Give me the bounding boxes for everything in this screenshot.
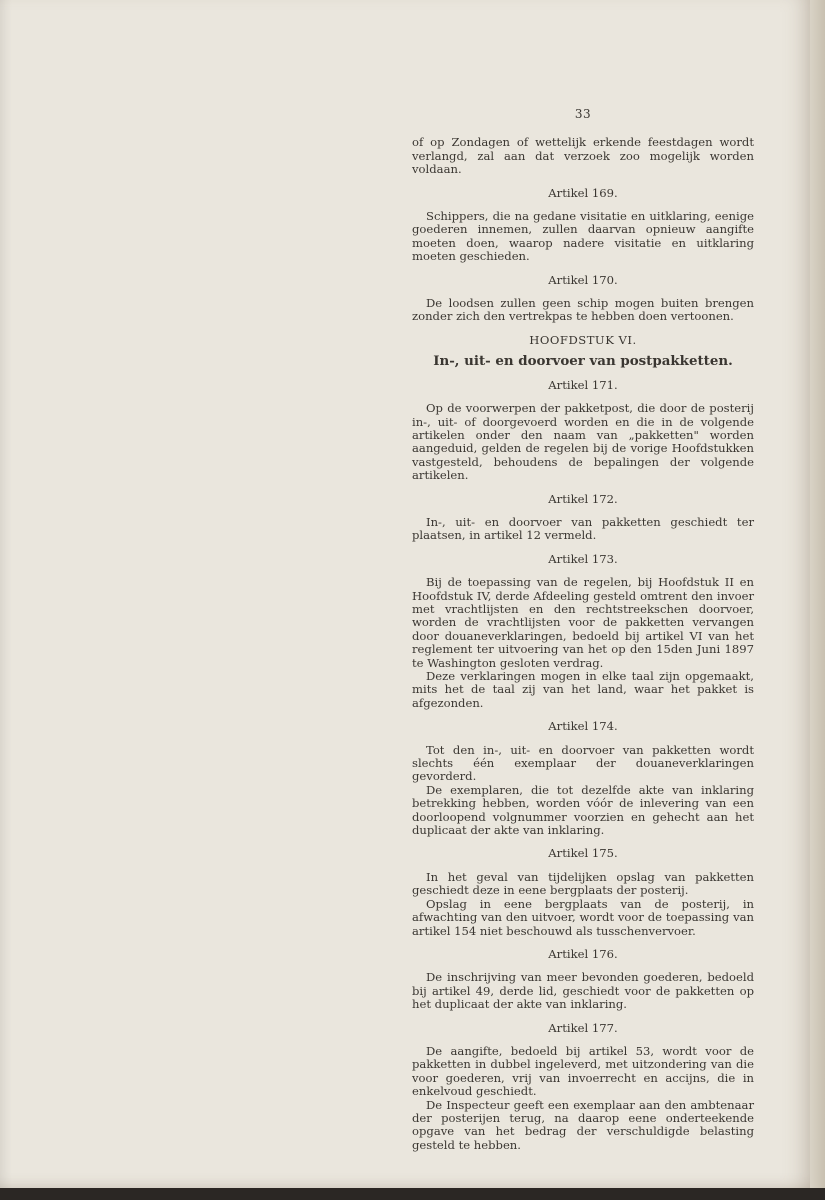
article-paragraph: De aangifte, bedoeld bij artikel 53, wordt voor de pakketten in dubbel ingeleverd, met uitzondering van die voor goederen, vrij van invoerrecht en accijns, die in enkelvoud geschiedt.: [412, 1043, 754, 1099]
article-paragraph: Schippers, die na gedane visitatie en uitklaring, eenige goederen innemen, zullen daarvan opnieuw aangifte moeten doen, waarop nadere visitatie en uitklaring moeten geschieden.: [412, 209, 754, 264]
article-heading: Artikel 172.: [548, 491, 618, 506]
article-paragraph: In het geval van tijdelijken opslag van pakketten geschiedt deze in eene bergplaats der posterij.: [412, 869, 754, 898]
article-paragraph: De inschrijving van meer bevonden goederen, bedoeld bij artikel 49, derde lid, geschiedt voor de pakketten op het duplicaat der akte van inklaring.: [412, 970, 754, 1012]
article-list: [412, 187, 754, 324]
article-paragraph: De Inspecteur geeft een exemplaar aan den ambtenaar der posterijen terug, na daarop eene onderteekende opgave van het bedrag der verschuldigde belasting gesteld te hebben.: [412, 1097, 754, 1152]
article-paragraph: Tot den in-, uit- en doorvoer van pakketten wordt slechts één exemplaar der douaneverklaringen gevorderd.: [412, 742, 754, 784]
article: [412, 493, 754, 543]
article: [412, 720, 754, 837]
article-heading: Artikel 170.: [548, 272, 618, 287]
page-number: 33: [574, 107, 592, 121]
text-column: [412, 108, 754, 1152]
article-heading: Artikel 173.: [548, 551, 618, 566]
article-heading: Artikel 169.: [548, 185, 618, 200]
article-heading: Artikel 177.: [548, 1020, 618, 1035]
article: [412, 553, 754, 710]
article-paragraph: In-, uit- en doorvoer van pakketten geschiedt ter plaatsen, in artikel 12 vermeld.: [412, 514, 754, 543]
article: [412, 274, 754, 324]
page-binding-shadow: [0, 0, 12, 1188]
chapter-title: In-, uit- en doorvoer van postpakketten.: [433, 353, 733, 370]
article-paragraph: De loodsen zullen geen schip mogen buiten brengen zonder zich den vertrekpas te hebben doen vertoonen.: [412, 296, 754, 324]
article: [412, 379, 754, 483]
article-paragraph: Opslag in eene bergplaats van de posterij, in afwachting van den uitvoer, wordt voor de toepassing van artikel 154 niet beschouwd als tusschenvervoer.: [412, 896, 754, 938]
article-paragraph: Bij de toepassing van de regelen, bij Hoofdstuk II en Hoofdstuk IV, derde Afdeeling gesteld omtrent den invoer met vrachtlijsten en den rechtstreekschen doorvoer, worden de vrachtlijsten voor de pakketten vervangen door douaneverklaringen, bedoeld bij artikel VI van het reglement ter uitvoering van het op den 15den Juni 1897 te Washington gesloten verdrag.: [412, 575, 754, 670]
article: [412, 847, 754, 937]
article-heading: Artikel 171.: [548, 377, 618, 392]
intro-paragraph: of op Zondagen of wettelijk erkende feestdagen wordt verlangd, zal aan dat verzoek zoo mogelijk worden voldaan.: [412, 135, 754, 177]
article-heading: Artikel 175.: [548, 846, 618, 861]
article: [412, 1022, 754, 1153]
article: [412, 187, 754, 264]
page-edge: [810, 0, 825, 1188]
article-heading: Artikel 176.: [548, 946, 618, 961]
article-paragraph: Op de voorwerpen der pakketpost, die door de posterij in-, uit- of doorgevoerd worden en die in de volgende artikelen onder den naam van „pakketten" worden aangeduid, gelden de regelen bij de vorige Hoofdstukken vastgesteld, behoudens de bepalingen der volgende artikelen.: [412, 401, 754, 483]
article: [412, 948, 754, 1012]
chapter-label: HOOFDSTUK VI.: [529, 332, 637, 347]
article-paragraph: De exemplaren, die tot dezelfde akte van inklaring betrekking hebben, worden vóór de inlevering van een doorloopend volgnummer voorzien en gehecht aan het duplicaat der akte van inklaring.: [412, 782, 754, 838]
chapter-article-list: [412, 379, 754, 1153]
article-heading: Artikel 174.: [548, 719, 618, 734]
article-paragraph: Deze verklaringen mogen in elke taal zijn opgemaakt, mits het de taal zij van het land, waar het pakket is afgezonden.: [412, 669, 754, 710]
